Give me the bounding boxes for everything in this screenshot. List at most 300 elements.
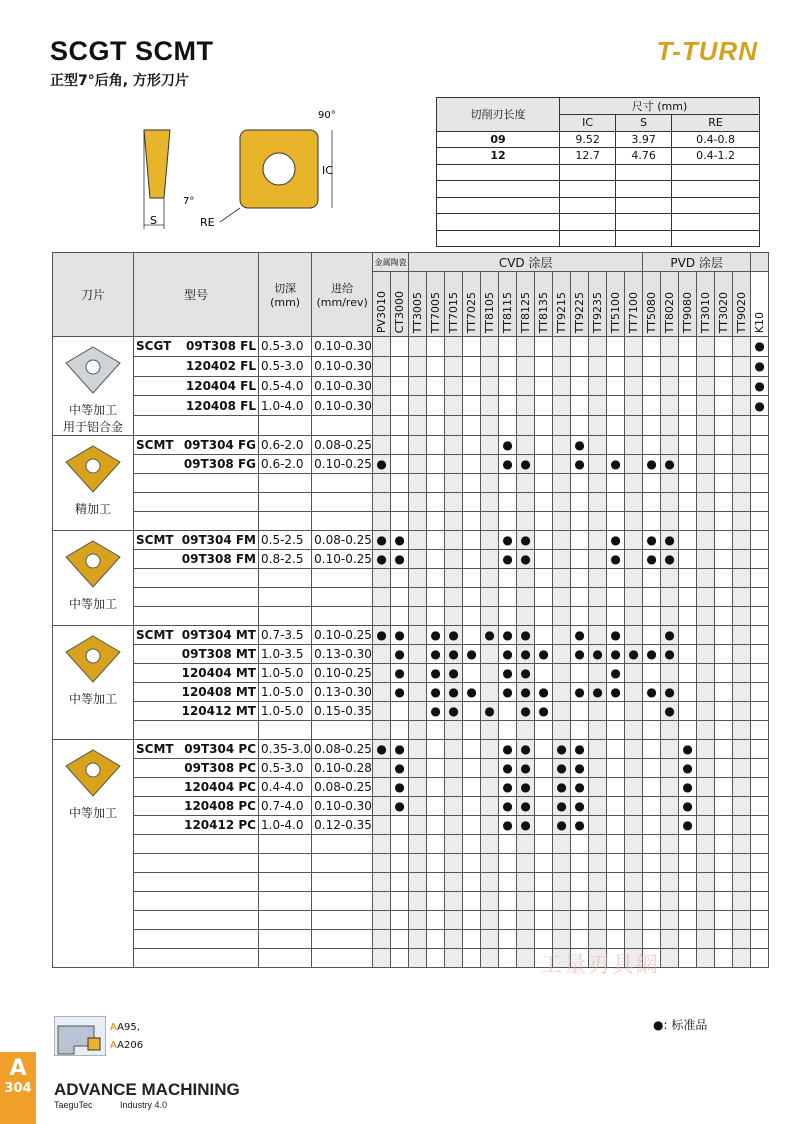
grade-cell (733, 337, 751, 357)
grade-cell (481, 683, 499, 702)
grade-cell (751, 702, 769, 721)
standard-dot: ● (517, 797, 535, 816)
grade-cell (571, 892, 589, 911)
grade-cell (553, 474, 571, 493)
grade-cell (427, 721, 445, 740)
grade-cell (589, 531, 607, 550)
grade-cell (679, 949, 697, 968)
table-row (53, 740, 769, 759)
feed-rate (312, 835, 373, 854)
grade-cell (373, 835, 391, 854)
grade-cell (715, 455, 733, 474)
grade-cell (571, 873, 589, 892)
grade-cell (733, 396, 751, 416)
grade-cell (463, 396, 481, 416)
grade-cell (535, 512, 553, 531)
grade-cell (607, 721, 625, 740)
watermark: 工量刃具網 (540, 953, 661, 978)
grade-cell (643, 376, 661, 396)
cut-depth: 0.4-4.0 (259, 778, 312, 797)
series-prefix (134, 759, 177, 778)
series-prefix (134, 854, 177, 873)
standard-dot: ● (553, 740, 571, 759)
feed-rate: 0.08-0.25 (312, 740, 373, 759)
grade-label: TT8125 (519, 291, 533, 333)
grade-cell (535, 436, 553, 455)
grade-header (697, 272, 715, 337)
feed-rate (312, 930, 373, 949)
grade-cell (715, 740, 733, 759)
grade-cell (463, 569, 481, 588)
grade-cell (481, 569, 499, 588)
grade-cell (607, 702, 625, 721)
grade-cell (391, 474, 409, 493)
series-prefix (134, 778, 177, 797)
table-row (53, 778, 769, 797)
model-code (176, 911, 259, 930)
grade-cell (463, 337, 481, 357)
grade-cell (463, 892, 481, 911)
grade-cell (517, 416, 535, 436)
standard-dot: ● (517, 664, 535, 683)
grade-cell (499, 376, 517, 396)
standard-dot: ● (679, 778, 697, 797)
grade-cell (625, 664, 643, 683)
top-view-drawing (220, 130, 332, 222)
grade-cell (463, 376, 481, 396)
grade-cell (445, 892, 463, 911)
grade-cell (481, 930, 499, 949)
grade-cell (373, 778, 391, 797)
grade-cell (661, 892, 679, 911)
grade-cell (661, 356, 679, 376)
grade-cell (697, 455, 715, 474)
series-prefix (134, 416, 177, 436)
grade-cell (553, 607, 571, 626)
grade-cell (535, 588, 553, 607)
grade-cell (409, 531, 427, 550)
feed-rate (312, 607, 373, 626)
series-prefix: SCMT (134, 740, 177, 759)
standard-dot: ● (517, 740, 535, 759)
model-code: 09T304 MT (176, 626, 259, 645)
grade-cell (733, 455, 751, 474)
grade-cell (571, 416, 589, 436)
series-prefix (134, 376, 177, 396)
grade-label: TT3005 (411, 291, 425, 333)
model-code (176, 512, 259, 531)
grade-cell (751, 721, 769, 740)
grade-cell (427, 493, 445, 512)
brand-logo: T-TURN (656, 36, 758, 66)
grade-cell (553, 835, 571, 854)
series-prefix (134, 493, 177, 512)
grade-cell (373, 376, 391, 396)
grade-cell (715, 626, 733, 645)
grade-cell (679, 493, 697, 512)
grade-cell (697, 873, 715, 892)
grade-cell (589, 835, 607, 854)
grade-cell (445, 376, 463, 396)
blank-row (53, 873, 769, 892)
grade-cell (733, 664, 751, 683)
grade-cell (571, 356, 589, 376)
grade-cell (481, 474, 499, 493)
insert-cell (53, 337, 134, 436)
grade-cell (679, 873, 697, 892)
insert-use-label: 中等加工 (68, 806, 117, 820)
grade-cell (625, 493, 643, 512)
grade-cell (589, 740, 607, 759)
grade-cell (751, 740, 769, 759)
cut-depth: 0.5-3.0 (259, 356, 312, 376)
standard-dot: ● (643, 531, 661, 550)
grade-label: TT3010 (699, 291, 713, 333)
grade-cell (517, 569, 535, 588)
grade-cell (697, 911, 715, 930)
grade-cell (643, 892, 661, 911)
grade-cell (715, 550, 733, 569)
grade-cell (553, 531, 571, 550)
grade-cell (463, 416, 481, 436)
grade-cell (715, 835, 733, 854)
grade-cell (517, 356, 535, 376)
grade-cell (499, 702, 517, 721)
grade-cell (625, 911, 643, 930)
standard-dot: ● (499, 455, 517, 474)
grade-cell (391, 607, 409, 626)
standard-dot: ● (427, 626, 445, 645)
grade-cell (697, 436, 715, 455)
grade-cell (715, 930, 733, 949)
model-code (176, 569, 259, 588)
grade-cell (445, 550, 463, 569)
table-row (53, 531, 769, 550)
grade-cell (373, 493, 391, 512)
grade-cell (571, 512, 589, 531)
grade-cell (589, 436, 607, 455)
grade-cell (697, 416, 715, 436)
grade-cell (373, 645, 391, 664)
grade-cell (643, 664, 661, 683)
cut-depth: 0.6-2.0 (259, 455, 312, 474)
grade-cell (715, 588, 733, 607)
grade-cell (571, 702, 589, 721)
grade-cell (625, 474, 643, 493)
grade-cell (733, 759, 751, 778)
grade-cell (553, 645, 571, 664)
grade-cell (445, 835, 463, 854)
series-prefix (134, 512, 177, 531)
grade-cell (409, 892, 427, 911)
grade-cell (607, 569, 625, 588)
grade-cell (715, 645, 733, 664)
grade-cell (625, 356, 643, 376)
grade-cell (697, 550, 715, 569)
standard-dot: ● (571, 816, 589, 835)
table-row (53, 626, 769, 645)
feed-rate: 0.10-0.25 (312, 550, 373, 569)
series-prefix (134, 356, 177, 376)
grade-cell (517, 721, 535, 740)
grade-cell (733, 930, 751, 949)
grade-cell (751, 455, 769, 474)
grade-cell (679, 569, 697, 588)
cut-header: 切深 (mm) (259, 253, 312, 337)
grade-cell (733, 626, 751, 645)
grade-cell (409, 778, 427, 797)
grade-cell (733, 702, 751, 721)
series-prefix (134, 664, 177, 683)
grade-cell (607, 493, 625, 512)
grade-label: TT7015 (447, 291, 461, 333)
grade-cell (607, 396, 625, 416)
grade-cell (409, 512, 427, 531)
feed-rate: 0.12-0.35 (312, 816, 373, 835)
standard-dot: ● (571, 436, 589, 455)
grade-cell (697, 569, 715, 588)
grade-cell (553, 892, 571, 911)
model-code: 09T308 FM (176, 550, 259, 569)
cut-depth (259, 873, 312, 892)
grade-cell (625, 816, 643, 835)
grade-cell (517, 911, 535, 930)
standard-dot: ● (661, 455, 679, 474)
grade-cell (445, 531, 463, 550)
grade-cell (733, 569, 751, 588)
grade-cell (517, 949, 535, 968)
cut-depth (259, 474, 312, 493)
grade-cell (607, 778, 625, 797)
grade-cell (373, 759, 391, 778)
grade-label: TT9080 (681, 291, 695, 333)
grade-cell (661, 740, 679, 759)
standard-dot: ● (607, 683, 625, 702)
standard-dot: ● (517, 702, 535, 721)
grade-cell (643, 337, 661, 357)
grade-cell (463, 835, 481, 854)
cut-depth (259, 835, 312, 854)
grade-label: TT3020 (717, 291, 731, 333)
grade-cell (409, 721, 427, 740)
grade-cell (481, 512, 499, 531)
standard-dot: ● (607, 626, 625, 645)
grade-cell (373, 949, 391, 968)
grade-cell (481, 396, 499, 416)
cut-depth: 0.7-3.5 (259, 626, 312, 645)
grade-cell (733, 911, 751, 930)
feed-rate (312, 892, 373, 911)
grade-cell (481, 607, 499, 626)
series-prefix (134, 892, 177, 911)
grade-cell (733, 683, 751, 702)
grade-cell (679, 835, 697, 854)
grade-cell (751, 778, 769, 797)
grade-header (661, 272, 679, 337)
insert-use-label: 中等加工 用于铝合金 (62, 403, 123, 434)
standard-dot: ● (499, 436, 517, 455)
grade-cell (499, 892, 517, 911)
standard-dot: ● (373, 626, 391, 645)
grade-cell (391, 512, 409, 531)
dimensions-table (436, 97, 760, 247)
grade-cell (535, 721, 553, 740)
grade-cell (481, 797, 499, 816)
grade-cell (517, 607, 535, 626)
grade-cell (445, 873, 463, 892)
grade-cell (589, 550, 607, 569)
standard-dot: ● (499, 626, 517, 645)
standard-dot: ● (499, 531, 517, 550)
standard-dot: ● (499, 664, 517, 683)
grade-cell (409, 474, 427, 493)
grade-cell (715, 474, 733, 493)
standard-dot: ● (517, 816, 535, 835)
grade-cell (499, 873, 517, 892)
grade-cell (679, 512, 697, 531)
grade-cell (499, 474, 517, 493)
grade-cell (535, 911, 553, 930)
standard-dot: ● (661, 702, 679, 721)
grade-cell (373, 607, 391, 626)
grade-header (445, 272, 463, 337)
blank-row (53, 607, 769, 626)
standard-dot: ● (445, 702, 463, 721)
series-prefix (134, 816, 177, 835)
blank-row (53, 892, 769, 911)
feed-rate: 0.10-0.30 (312, 396, 373, 416)
standard-dot: ● (571, 683, 589, 702)
grade-cell (715, 569, 733, 588)
table-row (53, 436, 769, 455)
grade-cell (553, 436, 571, 455)
grade-cell (391, 873, 409, 892)
grade-cell (661, 930, 679, 949)
grade-cell (481, 854, 499, 873)
grade-cell (517, 588, 535, 607)
grade-cell (481, 949, 499, 968)
grade-cell (427, 550, 445, 569)
grade-cell (445, 740, 463, 759)
standard-dot: ● (445, 683, 463, 702)
cut-depth: 1.0-5.0 (259, 702, 312, 721)
standard-dot: ● (643, 455, 661, 474)
grade-cell (373, 816, 391, 835)
grade-cell (697, 337, 715, 357)
grade-cell (445, 816, 463, 835)
table-row (53, 645, 769, 664)
grade-cell (679, 930, 697, 949)
grade-cell (589, 512, 607, 531)
grade-cell (661, 873, 679, 892)
blank-row (53, 949, 769, 968)
grade-cell (463, 816, 481, 835)
model-code (176, 873, 259, 892)
insert-image (64, 539, 122, 589)
grade-cell (535, 778, 553, 797)
grade-cell (427, 512, 445, 531)
grade-cell (481, 455, 499, 474)
grade-cell (643, 797, 661, 816)
table-header-row (53, 253, 769, 272)
grade-cell (607, 911, 625, 930)
grade-cell (445, 493, 463, 512)
grade-label: TT7025 (465, 291, 479, 333)
grade-cell (607, 474, 625, 493)
standard-dot: ● (571, 778, 589, 797)
grade-cell (373, 337, 391, 357)
grade-cell (463, 797, 481, 816)
grade-cell (661, 949, 679, 968)
grade-cell (625, 550, 643, 569)
feed-rate: 0.08-0.25 (312, 531, 373, 550)
grade-cell (427, 835, 445, 854)
feed-rate (312, 512, 373, 531)
model-code: 120412 MT (176, 702, 259, 721)
standard-dot: ● (373, 531, 391, 550)
grade-cell (715, 376, 733, 396)
insert-cell (53, 531, 134, 626)
grade-cell (661, 816, 679, 835)
grade-cell (643, 436, 661, 455)
grade-cell (715, 337, 733, 357)
grade-cell (517, 436, 535, 455)
standard-dot: ● (427, 702, 445, 721)
grade-cell (751, 626, 769, 645)
table-row (53, 683, 769, 702)
standard-dot: ● (391, 797, 409, 816)
grade-cell (535, 376, 553, 396)
grade-cell (607, 930, 625, 949)
grade-cell (445, 337, 463, 357)
grade-label: PV3010 (375, 290, 389, 333)
grade-cell (391, 911, 409, 930)
grade-cell (373, 474, 391, 493)
feed-rate: 0.10-0.30 (312, 337, 373, 357)
grade-label: TT8135 (537, 291, 551, 333)
grade-cell (643, 626, 661, 645)
standard-dot: ● (499, 740, 517, 759)
grade-header (625, 272, 643, 337)
series-prefix (134, 873, 177, 892)
grade-cell (391, 493, 409, 512)
grade-cell (625, 512, 643, 531)
standard-dot: ● (679, 759, 697, 778)
standard-dot: ● (571, 455, 589, 474)
grade-cell (373, 721, 391, 740)
grade-cell (463, 607, 481, 626)
grade-cell (391, 356, 409, 376)
grade-cell (391, 569, 409, 588)
grade-cell (373, 396, 391, 416)
series-prefix (134, 930, 177, 949)
table-row (53, 376, 769, 396)
series-prefix (134, 396, 177, 416)
grade-cell (535, 626, 553, 645)
grade-cell (409, 816, 427, 835)
blank-row (53, 474, 769, 493)
model-code (176, 474, 259, 493)
grade-cell (733, 778, 751, 797)
cut-depth (259, 416, 312, 436)
grade-cell (751, 797, 769, 816)
feed-rate (312, 949, 373, 968)
grade-cell (643, 474, 661, 493)
grade-label: TT5100 (609, 291, 623, 333)
dim-len-header: 切削刃长度 (437, 98, 560, 132)
grade-cell (553, 854, 571, 873)
cut-depth: 1.0-5.0 (259, 664, 312, 683)
